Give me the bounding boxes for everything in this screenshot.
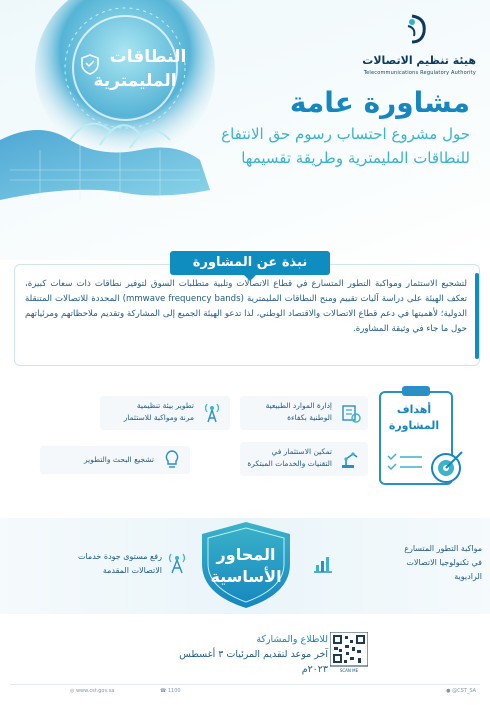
axis-item-quality xyxy=(78,550,162,578)
org-name-ar: هيئة تنظيم الاتصالات xyxy=(362,54,476,67)
social-icon: ● xyxy=(446,688,453,694)
robot-arm-icon xyxy=(338,446,362,470)
footer-handle[interactable]: ● @CST_SA xyxy=(446,688,476,694)
objective-resources-line2: الوطنية بكفاءة xyxy=(287,413,332,422)
axes-title-line2: الأساسية xyxy=(210,567,282,586)
objective-regulatory-line1: تطوير بيئة تنظيمية xyxy=(136,401,194,410)
objective-resources-line1: إدارة الموارد الطبيعية xyxy=(265,401,332,410)
main-axes-section xyxy=(0,510,490,620)
org-logo xyxy=(346,14,476,78)
about-accent-bar xyxy=(475,273,479,359)
objectives-section xyxy=(0,376,490,504)
about-text: لتشجيع الاستثمار ومواكبة التطور المتسارع في قطاع الاتصالات وتلبية متطلبات السوق لتوفير نطاقات ذات سعات كبيرة، تعكف الهيئة على دراسة آليات تقييم ومنح النطاقات المليمترية (mmwave frequency bands) المحددة للاتصالات المتنقلة الدولية؛ لأهميتها في دعم قطاع الاتصالات والاقتصاد الوطني، لذا تدعو الهيئة الجميع إلى المشاركة وتقديم ملاحظاتهم ومرئياتهم حول ما جاء في وثيقة المشاورة. xyxy=(25,279,467,334)
page-title: مشاورة عامة xyxy=(289,86,470,119)
research-bulb-icon xyxy=(160,448,184,472)
axis-radio-line1: مواكبة التطور المتسارع xyxy=(404,544,482,553)
org-name-en: Telecommunications Regulatory Authority xyxy=(363,70,476,76)
objective-item-research xyxy=(40,446,190,474)
objectives-label-line2: المشاورة xyxy=(388,419,440,432)
hero-section xyxy=(0,0,490,260)
objective-investment-line1: تمكين الاستثمار في xyxy=(271,447,332,456)
axis-quality-line2: الاتصالات المقدمة xyxy=(102,566,162,575)
objective-regulatory-line2: مرنة ومواكبة للاستثمار xyxy=(123,413,194,422)
objectives-label xyxy=(374,402,454,434)
resources-icon xyxy=(338,400,362,424)
cta-deadline: آخر موعد لتقديم المرئيات ٣ أغسطس ٢٠٢٣م xyxy=(179,649,328,675)
page-subtitle: حول مشروع احتساب رسوم حق الانتفاع للنطاقات المليمترية وطريقة تقسيمها xyxy=(221,125,470,167)
axis-radio-line3: الراديوية xyxy=(454,572,482,581)
axis-radio-line2: في تكنولوجيا الاتصالات xyxy=(406,558,482,567)
footer-website[interactable]: ◎ www.cst.gov.sa xyxy=(70,688,115,694)
axes-title-line1: المحاور xyxy=(216,545,276,564)
hero-art-line2: المليمترية xyxy=(93,71,177,91)
objective-investment-line2: التقنيات والخدمات المبتكرة xyxy=(247,459,332,468)
objective-research-line1: تشجيع البحث والتطوير xyxy=(84,455,154,464)
antenna-icon xyxy=(166,552,188,574)
call-to-action xyxy=(160,632,328,677)
org-logo-icon xyxy=(400,14,430,44)
axis-quality-line1: رفع مستوى جودة خدمات xyxy=(77,552,162,561)
qr-code[interactable] xyxy=(330,632,368,672)
objective-item-investment xyxy=(240,442,368,476)
globe-icon: ◎ xyxy=(70,688,76,694)
objective-item-resources xyxy=(240,396,368,430)
about-heading: نبذة عن المشاورة xyxy=(170,251,330,275)
axes-title xyxy=(200,544,292,588)
phone-icon: ☎ xyxy=(160,688,168,694)
objectives-label-line1: أهداف xyxy=(396,403,432,416)
about-heading-badge xyxy=(170,251,330,275)
cta-line1: للاطلاع والمشاركة xyxy=(256,634,328,645)
objective-item-regulatory xyxy=(100,396,230,430)
qr-caption: SCAN ME xyxy=(339,668,359,673)
footer-divider xyxy=(10,684,480,685)
axis-item-radio-tech xyxy=(404,542,482,584)
hero-hand-illustration xyxy=(0,0,230,220)
growth-chart-icon xyxy=(312,552,334,574)
footer-phone[interactable]: ☎ 1100 xyxy=(160,688,181,694)
broadcast-tower-icon xyxy=(200,400,224,424)
hero-art-line1: النطاقات xyxy=(109,47,187,67)
